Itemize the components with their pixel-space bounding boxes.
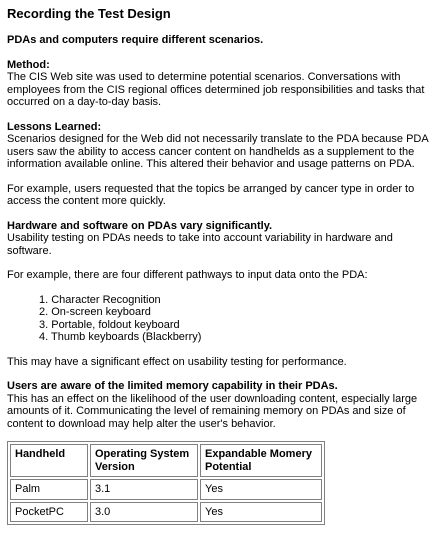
hardware-heading: Hardware and software on PDAs vary significantly. [7,219,273,232]
method-heading: Method: [7,58,50,71]
document-page [7,6,439,525]
page-title: Recording the Test Design [7,6,171,21]
list-item: 2. On-screen keyboard [39,306,151,318]
lessons-text: Scenarios designed for the Web did not necessarily translate to the PDA because PDA users saw the ability to access cancer content on handhelds as a supplement to the information available online. This altered their behavior and usage patterns on PDA. [7,133,429,170]
column-header-os-version: Operating System Version [90,444,198,477]
list-item: 1. Character Recognition [39,293,161,306]
hardware-example: For example, there are four different pathways to input data onto the PDA: [7,269,368,281]
lessons-example: For example, users requested that the topics be arranged by cancer type in order to access the content more quickly. [7,182,415,207]
hardware-effect: This may have a significant effect on usability testing for performance. [7,355,347,368]
table-row [10,479,322,500]
table-row [10,502,322,523]
list-item: 4. Thumb keyboards (Blackberry) [39,331,202,343]
table-cell: Palm [10,479,88,500]
table-cell: 3.0 [90,502,198,523]
memory-heading: Users are aware of the limited memory capability in their PDAs. [7,380,338,392]
column-header-handheld: Handheld [10,444,88,477]
intro-heading: PDAs and computers require different scenarios. [7,34,264,46]
hardware-text: Usability testing on PDAs needs to take into account variability in hardware and software. [7,232,393,257]
memory-text: This has an effect on the likelihood of the user downloading content, especially large amounts of it. Communicating the level of remaining memory on PDAs and size of content to download may help alter the user's behavior. [7,392,418,430]
table-cell: Yes [200,479,322,500]
pda-specs-table [7,441,325,525]
table-cell: 3.1 [90,479,198,500]
method-text: The CIS Web site was used to determine potential scenarios. Conversations with employees from the CIS regional offices determined job responsibilities and tasks that occurred on a day-to-day basis. [7,71,425,108]
column-header-memory: Expandable Momery Potential [200,444,322,477]
list-item: 3. Portable, foldout keyboard [39,318,180,331]
lessons-heading: Lessons Learned: [7,120,102,133]
table-cell: Yes [200,502,322,523]
input-pathways-list [7,294,439,344]
table-cell: PocketPC [10,502,88,523]
table-header-row [10,444,322,477]
